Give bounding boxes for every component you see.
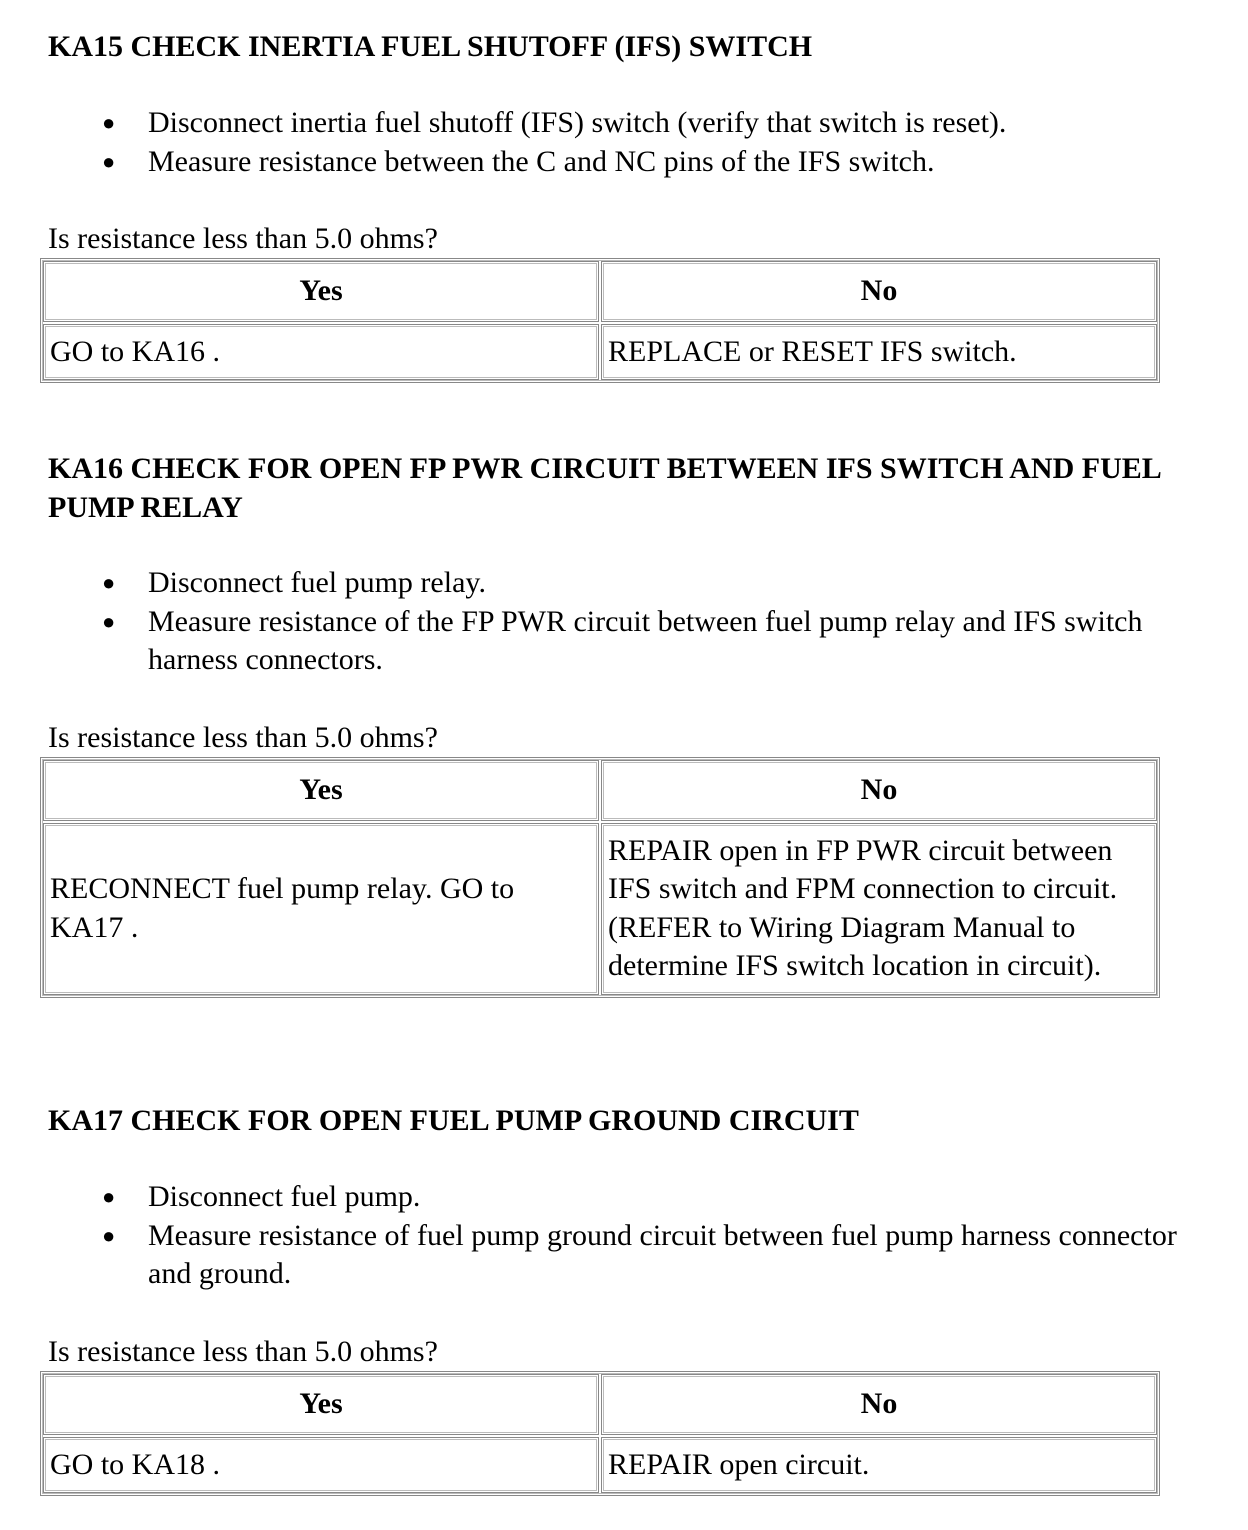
section-ka17 — [48, 1101, 1208, 1140]
bullet-icon: ● — [102, 1184, 116, 1209]
no-cell: REPAIR open circuit. — [601, 1437, 1157, 1494]
answer-table-ka16 — [40, 757, 1160, 998]
step-item: ● Disconnect fuel pump. — [148, 1178, 1208, 1217]
yes-cell: RECONNECT fuel pump relay. GO to KA17 . — [43, 823, 599, 995]
yes-header: Yes — [43, 261, 599, 322]
no-header: No — [601, 261, 1157, 322]
question-text: Is resistance less than 5.0 ohms? — [48, 222, 438, 255]
question-text: Is resistance less than 5.0 ohms? — [48, 721, 438, 754]
yes-cell: GO to KA18 . — [43, 1437, 599, 1494]
bullet-icon: ● — [102, 110, 116, 135]
table-header-row — [43, 760, 1157, 821]
step-item: ● Measure resistance of the FP PWR circuit between fuel pump relay and IFS switch harness connectors. — [102, 604, 1143, 676]
step-item: ● Disconnect inertia fuel shutoff (IFS) switch (verify that switch is reset). — [148, 104, 1208, 143]
section-ka16 — [48, 449, 1208, 527]
table-header-row — [43, 261, 1157, 322]
table-row — [43, 1437, 1157, 1494]
step-item: ● Disconnect fuel pump relay. — [148, 564, 1208, 603]
no-header: No — [601, 1374, 1157, 1435]
question-ka15 — [48, 221, 1208, 257]
section-heading: KA15 CHECK INERTIA FUEL SHUTOFF (IFS) SWITCH — [48, 30, 813, 63]
no-header: No — [601, 760, 1157, 821]
answer-table-ka17 — [40, 1371, 1160, 1496]
no-cell: REPAIR open in FP PWR circuit between IFS switch and FPM connection to circuit. (REFER to Wiring Diagram Manual to determine IFS switch location in circuit). — [601, 823, 1157, 995]
bullet-icon: ● — [102, 570, 116, 595]
yes-cell: GO to KA16 . — [43, 324, 599, 381]
bullet-icon: ● — [102, 608, 116, 634]
question-ka17 — [48, 1334, 1208, 1370]
steps-ka17 — [48, 1178, 1208, 1294]
section-ka15 — [48, 27, 1208, 66]
yes-header: Yes — [43, 1374, 599, 1435]
bullet-icon: ● — [102, 148, 116, 174]
no-cell: REPLACE or RESET IFS switch. — [601, 324, 1157, 381]
yes-header: Yes — [43, 760, 599, 821]
steps-ka16 — [48, 564, 1208, 680]
table-header-row — [43, 1374, 1157, 1435]
table-row — [43, 324, 1157, 381]
section-heading: KA17 CHECK FOR OPEN FUEL PUMP GROUND CIRCUIT — [48, 1104, 859, 1137]
bullet-icon: ● — [102, 1222, 116, 1248]
question-text: Is resistance less than 5.0 ohms? — [48, 1335, 438, 1368]
step-item: ● Measure resistance of fuel pump ground circuit between fuel pump harness connector and ground. — [102, 1218, 1177, 1290]
question-ka16 — [48, 720, 1208, 756]
answer-table-ka15 — [40, 258, 1160, 383]
table-row — [43, 823, 1157, 995]
steps-ka15 — [48, 104, 1208, 181]
step-item: ● Measure resistance between the C and NC pins of the IFS switch. — [148, 143, 1208, 182]
section-heading: KA16 CHECK FOR OPEN FP PWR CIRCUIT BETWEEN IFS SWITCH AND FUEL PUMP RELAY — [48, 452, 1161, 524]
